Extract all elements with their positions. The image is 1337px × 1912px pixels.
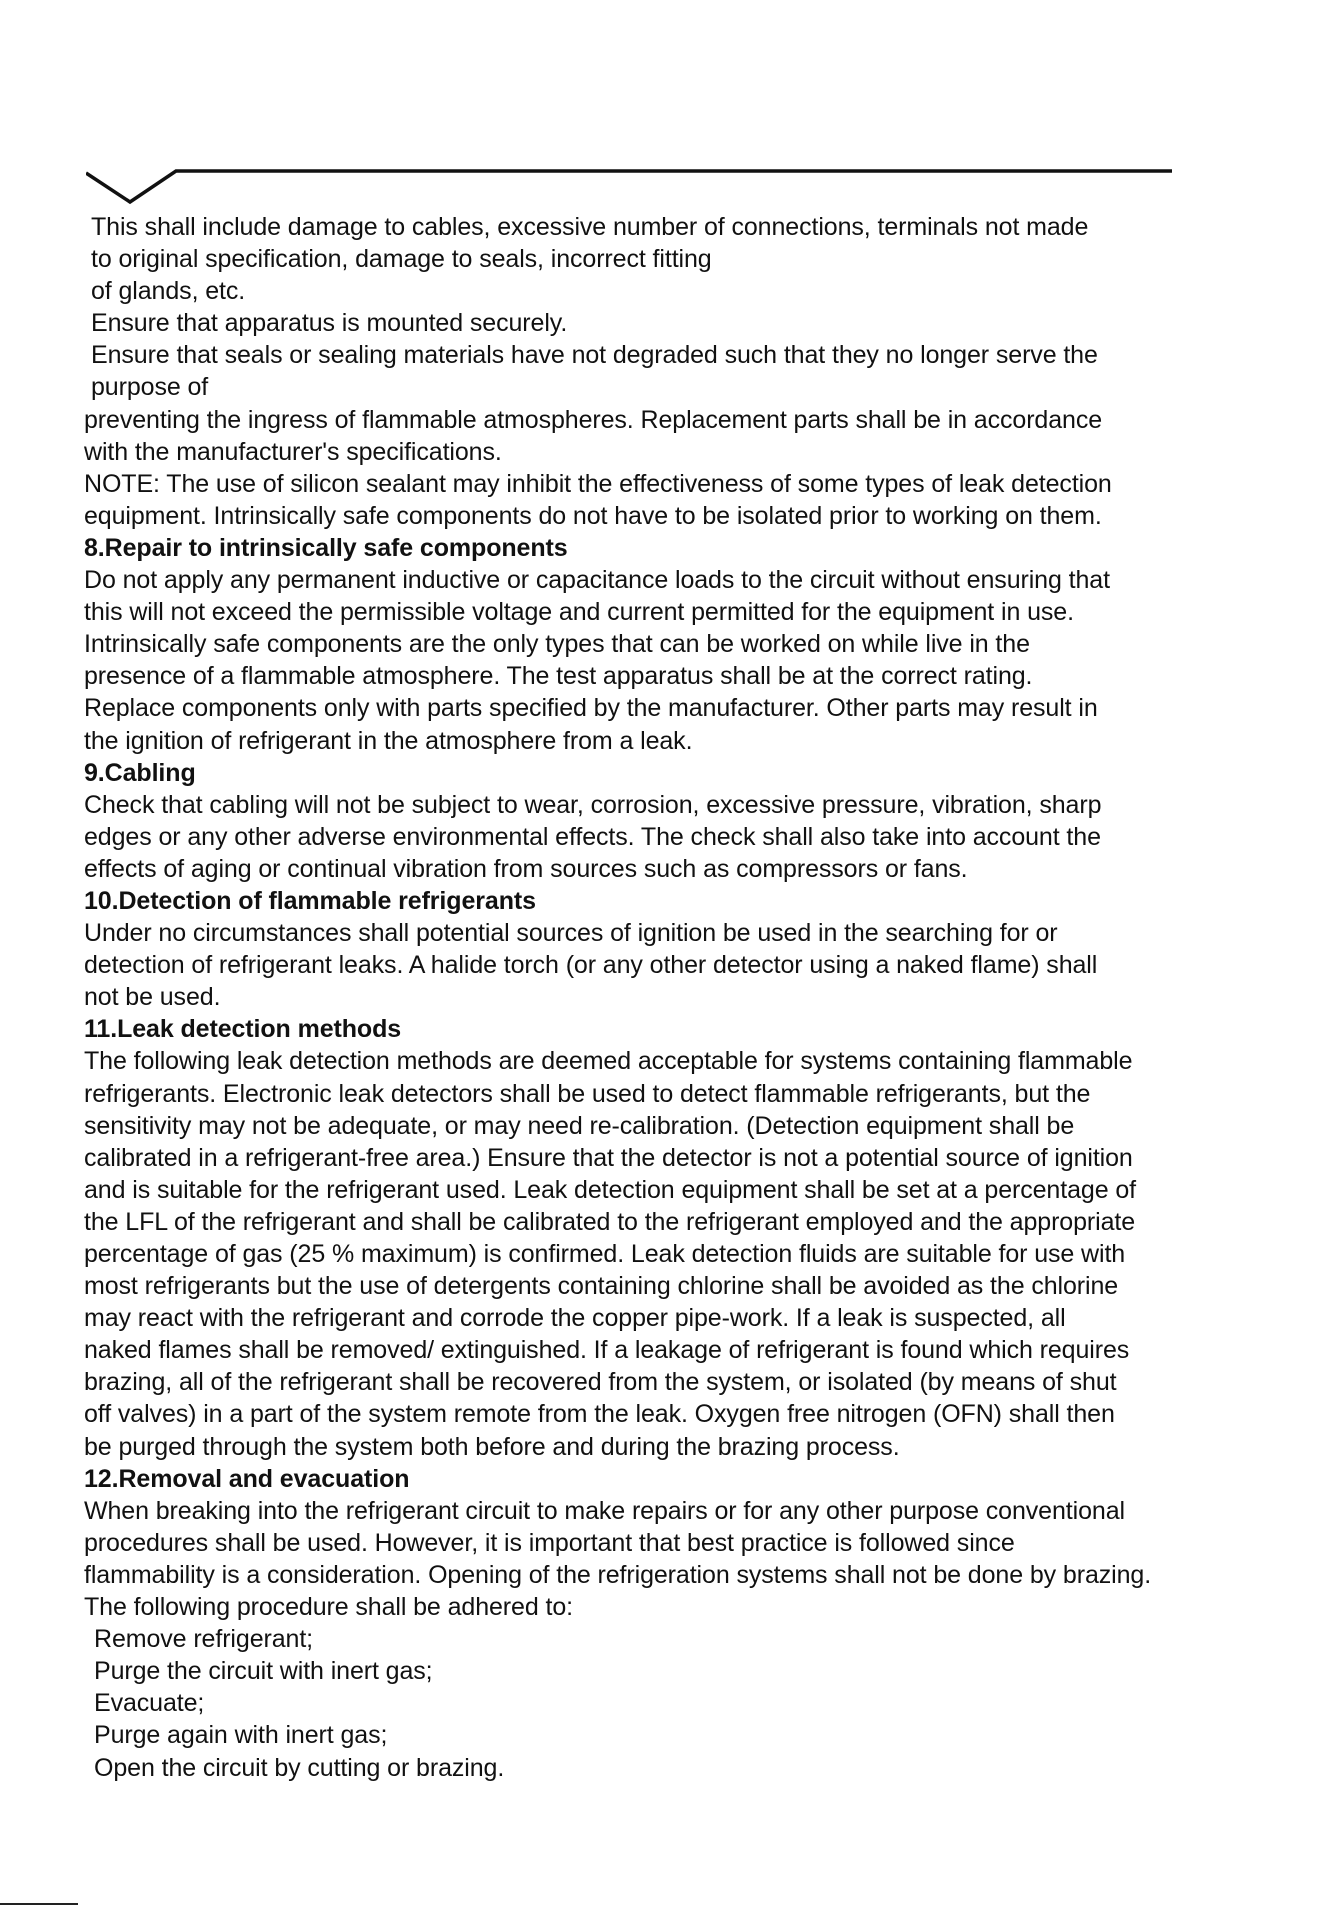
text-line: not be used. xyxy=(84,983,221,1012)
text-line: sensitivity may not be adequate, or may need re-calibration. (Detection equipment shall be xyxy=(84,1111,1075,1140)
section-9 xyxy=(84,757,1294,885)
text-line: effects of aging or continual vibration from sources such as compressors or fans. xyxy=(84,854,968,883)
section-heading: 12.Removal and evacuation xyxy=(84,1464,410,1493)
footer-rule xyxy=(0,1903,78,1905)
text-line: This shall include damage to cables, excessive number of connections, terminals not made xyxy=(91,213,1089,241)
text-line: Do not apply any permanent inductive or capacitance loads to the circuit without ensuring that xyxy=(84,566,1110,595)
procedure-step: Evacuate; xyxy=(94,1689,205,1718)
text-line: flammability is a consideration. Opening of the refrigeration systems shall not be done by brazing. xyxy=(84,1560,1152,1589)
text-line: equipment. Intrinsically safe components do not have to be isolated prior to working on them. xyxy=(84,501,1102,530)
section-heading: 9.Cabling xyxy=(84,758,196,787)
text-line: with the manufacturer's specifications. xyxy=(84,437,502,466)
text-line: procedures shall be used. However, it is important that best practice is followed since xyxy=(84,1528,1015,1557)
text-line: of glands, etc. xyxy=(91,277,246,306)
body-text xyxy=(84,211,1294,1784)
text-line: Check that cabling will not be subject to wear, corrosion, excessive pressure, vibration, sharp xyxy=(84,790,1102,819)
text-line: refrigerants. Electronic leak detectors shall be used to detect flammable refrigerants, but the xyxy=(84,1079,1091,1108)
note-paragraph xyxy=(84,404,1294,532)
text-line: presence of a flammable atmosphere. The test apparatus shall be at the correct rating. xyxy=(84,662,1033,691)
procedure-step: Remove refrigerant; xyxy=(94,1625,314,1654)
section-heading: 8.Repair to intrinsically safe components xyxy=(84,533,568,562)
text-line: most refrigerants but the use of detergents containing chlorine shall be avoided as the chlorine xyxy=(84,1272,1119,1301)
text-line: Ensure that seals or sealing materials have not degraded such that they no longer serve the xyxy=(91,341,1098,370)
intro-paragraph xyxy=(84,211,1294,404)
section-heading: 10.Detection of flammable refrigerants xyxy=(84,886,536,915)
text-line: be purged through the system both before and during the brazing process. xyxy=(84,1432,900,1461)
text-line: the LFL of the refrigerant and shall be calibrated to the refrigerant employed and the appropriate xyxy=(84,1207,1136,1236)
text-line: NOTE: The use of silicon sealant may inhibit the effectiveness of some types of leak detection xyxy=(84,469,1112,498)
header-rule-with-notch xyxy=(86,160,1176,210)
text-line: preventing the ingress of flammable atmospheres. Replacement parts shall be in accordance xyxy=(84,405,1103,434)
text-line: naked flames shall be removed/ extinguished. If a leakage of refrigerant is found which requires xyxy=(84,1336,1130,1365)
text-line: off valves) in a part of the system remote from the leak. Oxygen free nitrogen (OFN) shall then xyxy=(84,1400,1115,1429)
text-line: Intrinsically safe components are the only types that can be worked on while live in the xyxy=(84,630,1030,659)
text-line: Under no circumstances shall potential sources of ignition be used in the searching for or xyxy=(84,919,1058,948)
text-line: to original specification, damage to seals, incorrect fitting xyxy=(91,245,712,274)
section-11 xyxy=(84,1013,1294,1462)
section-8 xyxy=(84,532,1294,757)
text-line: may react with the refrigerant and corrode the copper pipe-work. If a leak is suspected, all xyxy=(84,1304,1066,1333)
section-10 xyxy=(84,885,1294,1013)
text-line: purpose of xyxy=(91,373,209,402)
text-line: brazing, all of the refrigerant shall be recovered from the system, or isolated (by means of shut xyxy=(84,1368,1117,1397)
text-line: Ensure that apparatus is mounted securely. xyxy=(91,309,568,338)
procedure-step: Purge again with inert gas; xyxy=(94,1721,388,1750)
text-line: The following leak detection methods are deemed acceptable for systems containing flammable xyxy=(84,1047,1133,1076)
section-12 xyxy=(84,1463,1294,1784)
section-heading: 11.Leak detection methods xyxy=(84,1015,402,1044)
text-line: The following procedure shall be adhered to: xyxy=(84,1593,573,1622)
text-line: Replace components only with parts specified by the manufacturer. Other parts may result in xyxy=(84,694,1098,723)
procedure-step: Purge the circuit with inert gas; xyxy=(94,1657,433,1686)
text-line: this will not exceed the permissible voltage and current permitted for the equipment in use. xyxy=(84,598,1074,627)
text-line: calibrated in a refrigerant-free area.) Ensure that the detector is not a potential source of ignition xyxy=(84,1143,1133,1172)
text-line: and is suitable for the refrigerant used. Leak detection equipment shall be set at a percentage of xyxy=(84,1175,1136,1204)
text-line: percentage of gas (25 % maximum) is confirmed. Leak detection fluids are suitable for use with xyxy=(84,1240,1126,1268)
procedure-step: Open the circuit by cutting or brazing. xyxy=(94,1753,505,1782)
text-line: edges or any other adverse environmental effects. The check shall also take into account the xyxy=(84,822,1101,851)
text-line: the ignition of refrigerant in the atmosphere from a leak. xyxy=(84,726,693,755)
text-line: detection of refrigerant leaks. A halide torch (or any other detector using a naked flame) shall xyxy=(84,951,1098,980)
text-line: When breaking into the refrigerant circuit to make repairs or for any other purpose conventional xyxy=(84,1496,1125,1525)
